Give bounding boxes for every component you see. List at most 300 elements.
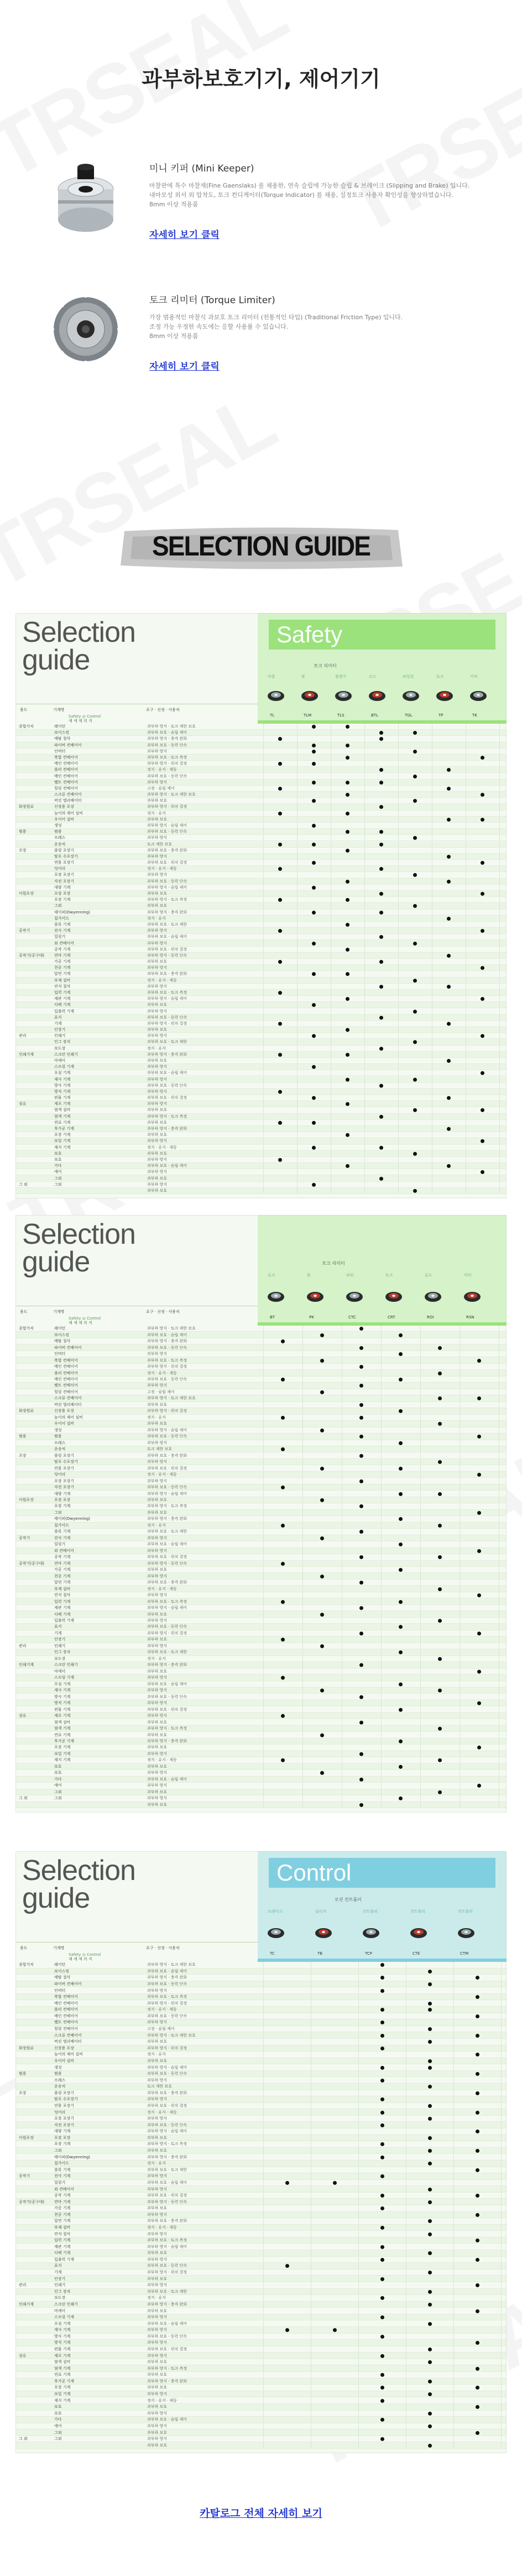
row-machine: 생성 (54, 2065, 62, 2070)
table-row (15, 1611, 507, 1617)
table-row (15, 922, 507, 928)
row-function: 정지 · 유지 · 제동 (147, 2225, 177, 2230)
row-machine: 포장 기계 (54, 1133, 71, 1138)
row-machine: 그외 (54, 1796, 62, 1801)
table-row (15, 940, 507, 946)
selection-dot (320, 1390, 324, 1394)
row-machine: 대량 기계 (54, 885, 71, 890)
selection-dot (346, 849, 349, 853)
row-function: 정지 · 유지 · 제동 (147, 1586, 177, 1591)
selection-dot (380, 1963, 384, 1967)
selection-dot (312, 942, 316, 946)
selection-dot (359, 1403, 363, 1407)
row-machine: 표지 (54, 1624, 62, 1629)
row-function: 과부하 보호 · 슬립 제어 (147, 1071, 187, 1076)
row-function: 과부하 보호 · 동력 단속 (147, 1083, 187, 1088)
row-machine: 그외 (54, 1176, 62, 1181)
row-category: 공작기(공구대) (19, 2199, 45, 2204)
selection-dot (476, 2053, 479, 2056)
table-row (15, 947, 507, 953)
row-machine: 포장 기계 (54, 2142, 71, 2147)
selection-dot (413, 1108, 417, 1112)
selection-dot (476, 2341, 479, 2345)
row-machine: 입출력 기계 (54, 1009, 75, 1014)
row-machine: 버킷 엘리베이터 (54, 1402, 82, 1407)
row-machine: 칩가이드 (54, 916, 70, 921)
row-machine: 탐포 수포장기 (54, 1460, 78, 1464)
selection-dot (380, 2156, 384, 2159)
row-category: 화장원료 (19, 1409, 34, 1414)
selection-dot (481, 1071, 484, 1075)
row-function: 과부하 보호 · 동력 단속 (147, 2013, 187, 2018)
table-row (15, 1510, 507, 1516)
row-function: 과부하 방지 (147, 2257, 168, 2262)
header-legend: Safety ◎ Control (69, 1316, 101, 1321)
row-function: 과부하 방지 (147, 1783, 168, 1788)
selection-dot (359, 1479, 363, 1483)
row-function: 과부하 보호 · 위치 결정 (147, 1555, 187, 1560)
selection-dot (320, 1429, 324, 1432)
selection-dot (346, 880, 349, 884)
row-function: 과부하 방지 · 토크 측정 (147, 2366, 187, 2371)
row-machine: 염색 설비 (54, 1720, 71, 1725)
row-function: 과부하 보호 · 충격 완화 (147, 2219, 187, 2224)
selection-dot (380, 2335, 384, 2339)
row-function: 과부하 보호 · 토크 측정 (147, 990, 187, 995)
table-row (15, 1592, 507, 1598)
selection-dot (447, 818, 451, 822)
selection-dot (281, 1562, 285, 1566)
row-category: 화장원료 (19, 2045, 34, 2050)
row-function: 과부하 보호 (147, 2206, 168, 2211)
selection-dot (428, 2066, 432, 2070)
header-function: 요구 · 선정 · 사용처 (146, 1310, 180, 1314)
table-row (15, 2180, 507, 2187)
row-machine: 우이어 설비 (54, 1421, 75, 1426)
column-label: 볼 (301, 674, 305, 679)
table-row (15, 1598, 507, 1604)
row-function: 정지 · 유지 · 제동 (147, 1370, 177, 1375)
column-label: 토크 (385, 1273, 393, 1277)
row-function: 과부하 방지 · 토크 제한 보호 (147, 1396, 196, 1401)
row-machine: 포장 포장기 (54, 2116, 75, 2121)
selection-dot (380, 2123, 384, 2127)
row-category: 종합가치 (19, 724, 34, 729)
row-machine: 덩어리 (54, 2110, 66, 2115)
selection-dot (281, 1486, 285, 1489)
row-function: 과부하 방지 · 동력 단속 (147, 1561, 187, 1566)
row-machine: 칩가이드 (54, 2161, 70, 2166)
table-row (15, 1151, 507, 1157)
row-machine: 가다 (54, 1777, 62, 1782)
table-row (15, 2205, 507, 2212)
row-machine: 압연 기계 (54, 2219, 71, 2224)
row-machine: 벨트 컨베이어 (54, 1383, 78, 1388)
row-function: 과부하 보호 (147, 1133, 168, 1138)
selection-dot (477, 1473, 481, 1477)
row-machine: 복합 컨베이어 (54, 1358, 78, 1363)
selection-dot (399, 1467, 403, 1471)
row-machine: 인장기 (54, 1637, 66, 1642)
table-row (15, 1630, 507, 1637)
product-thumb-icon (463, 1289, 482, 1302)
row-category: 이원포장 (19, 1498, 34, 1503)
row-function: 과부하 방지 (147, 1548, 168, 1553)
row-machine: 롤러 컨베이어 (54, 767, 78, 772)
selection-dot (447, 787, 451, 791)
column-label: 파일럿 (403, 674, 414, 679)
table-row (15, 2000, 507, 2007)
row-function: 과부하 방지 (147, 749, 168, 754)
selection-dot (278, 991, 282, 995)
row-machine: 포장 기계 (54, 1745, 71, 1750)
selection-dot (399, 1708, 403, 1712)
selection-dot (380, 2034, 384, 2038)
table-row (15, 1114, 507, 1120)
row-machine: 메탈 절삭 (54, 1975, 71, 1980)
row-function: 정지 · 유지 · 제동 (147, 978, 177, 983)
row-machine: 프레스 (54, 835, 66, 840)
selection-dot (447, 1096, 451, 1100)
row-machine: 보도장 (54, 1046, 66, 1051)
row-machine: 연석 절삭 (54, 2231, 71, 2236)
column-code: TK (472, 713, 477, 718)
details-link[interactable]: 자세히 보기 클릭 (149, 361, 220, 372)
row-function: 과부하 보호 · 위치 결정 (147, 860, 187, 865)
selection-dot (346, 923, 349, 927)
selection-dot (438, 1346, 442, 1350)
product-description: 가장 범용적인 마찰식 과보호 토크 리미터 (전통적인 타입) (Traditional Friction Type) 입니다. 조정 가능 우정한 속도에는 응할 사용률 수 있습니다. 8mm 이상 적용품 (149, 314, 403, 340)
selection-dot (380, 2277, 384, 2281)
selection-dot (320, 1613, 324, 1617)
table-row (15, 1370, 507, 1376)
row-machine: 외 컨베이어 (54, 1548, 75, 1553)
row-function: 과부하 보호 · 슬립 제어 (147, 1681, 187, 1686)
selection-dot (428, 2290, 432, 2294)
selection-dot (438, 1422, 442, 1426)
table-row (15, 953, 507, 959)
row-function: 과부하 보호 · 토크 제한 (147, 2167, 187, 2172)
selection-dot (476, 2239, 479, 2242)
product-thumb-icon (314, 1925, 333, 1939)
table-row (15, 786, 507, 792)
table-row (15, 2320, 507, 2327)
selection-dot (481, 1034, 484, 1038)
table-row (15, 835, 507, 841)
row-category: 관리 (19, 1643, 27, 1648)
row-category: 관리 (19, 2283, 27, 2288)
selection-dot (428, 2412, 432, 2416)
selection-dot (278, 867, 282, 871)
table-row (15, 2122, 507, 2128)
row-machine: 후가공 기계 (54, 1126, 75, 1131)
row-function: 과부하 보호 · 슬립 제어 (147, 1332, 187, 1337)
row-function: 과부하 방지 · 충격 완화 (147, 2154, 187, 2159)
table-row (15, 1548, 507, 1554)
selection-dot (379, 960, 383, 964)
table-row (15, 1052, 507, 1058)
row-machine: 그외 (54, 2430, 62, 2435)
selection-dot (379, 830, 383, 834)
row-function: 과부하 방지 · 충격 완화 (147, 1516, 187, 1521)
table-row (15, 1107, 507, 1113)
selection-dot (476, 2431, 479, 2435)
table-row (15, 1969, 507, 1975)
row-machine: 탐포 수포장기 (54, 2097, 78, 2102)
row-function: 과부하 방지 (147, 1182, 168, 1187)
row-function: 과부하 방지 (147, 1688, 168, 1693)
table-row (15, 2064, 507, 2071)
table-row (15, 1586, 507, 1592)
table-row (15, 2032, 507, 2039)
row-function: 정지 · 유지 (147, 2052, 166, 2057)
row-function: 과부하 보호 (147, 2251, 168, 2256)
row-machine: 롤링 포장기 (54, 2090, 75, 2095)
table-row (15, 1694, 507, 1700)
table-row (15, 2212, 507, 2219)
row-machine: 그외 (54, 903, 62, 908)
row-category: 공작기 (19, 1535, 30, 1540)
row-function: 정지 · 유지 · 제동 (147, 866, 177, 871)
row-category: 섬유 (19, 2353, 27, 2358)
row-machine: 테이퍼(Dwyenning) (54, 910, 91, 915)
selection-dot (320, 1575, 324, 1578)
table-row (15, 755, 507, 761)
row-function: 과부하 보호 · 동력 단속 (147, 1624, 187, 1629)
product-thumb-icon (267, 688, 285, 702)
selection-dot (346, 1164, 349, 1168)
selection-dot (428, 2348, 432, 2351)
row-function: 과부하 방지 · 슬립 제어 (147, 2129, 187, 2134)
selection-dot (359, 1721, 363, 1725)
selection-dot (285, 2328, 289, 2332)
selection-dot (447, 954, 451, 958)
selection-dot (312, 744, 316, 747)
row-function: 과부하 보호 · 동력 단속 (147, 1982, 187, 1987)
selection-guide-title: SELECTION GUIDE (152, 531, 370, 562)
row-machine: 메인 컨베이어 (54, 1364, 78, 1369)
guide-badge: Control (269, 1858, 495, 1888)
row-machine: 포장 포장 (54, 2135, 71, 2140)
row-machine: 블록 기계 (54, 2167, 71, 2172)
selection-dot (359, 1606, 363, 1610)
row-function: 토크 제한 보호 (147, 2084, 173, 2089)
row-function: 과부하 보호 · 동력 단속 (147, 773, 187, 778)
table-row (15, 1182, 507, 1188)
table-row (15, 910, 507, 916)
header-legend: Safety ◎ Control (69, 1952, 101, 1957)
row-machine: 테이퍼(Dwyenning) (54, 2154, 91, 2159)
selection-dot (438, 1492, 442, 1496)
row-function: 과부하 방지 · 위치 결정 (147, 1630, 187, 1635)
row-machine: 그외 (54, 2437, 62, 2442)
selection-dot (428, 2002, 432, 2006)
table-row (15, 1490, 507, 1497)
row-machine: 블록 기계 (54, 922, 71, 927)
row-machine: 벨트 컨베이어 (54, 2020, 78, 2025)
selection-guide-safety (15, 613, 507, 1198)
selection-dot (359, 1504, 363, 1508)
table-row (15, 1132, 507, 1138)
row-function: 과부하 보호 (147, 2385, 168, 2390)
table-row (15, 1188, 507, 1194)
selection-dot (320, 1333, 324, 1337)
row-function: 과부하 방지 (147, 2097, 168, 2102)
table-row (15, 1446, 507, 1452)
selection-dot (447, 1164, 451, 1168)
table-row (15, 2429, 507, 2436)
row-machine: 연용 포장기 (54, 2104, 75, 2108)
selection-dot (359, 1663, 363, 1667)
selection-dot (278, 1121, 282, 1125)
row-function: 과부하 보호 (147, 903, 168, 908)
row-machine: 외 컨베이어 (54, 941, 75, 946)
selection-dot (312, 861, 316, 865)
selection-dot (380, 2079, 384, 2082)
row-function: 과부하 보호 · 위치 결정 (147, 2104, 187, 2108)
selection-dot (281, 1638, 285, 1642)
selection-dot (481, 756, 484, 760)
table-row (15, 1033, 507, 1039)
row-machine: 신장용 포장 (54, 804, 75, 809)
selection-dot (399, 1796, 403, 1800)
row-category: 인쇄기계 (19, 1663, 34, 1668)
table-row (15, 2289, 507, 2295)
table-row (15, 1618, 507, 1624)
product-thumb-icon (334, 688, 353, 702)
table-row (15, 2013, 507, 2020)
column-label: 플랜지 (335, 674, 347, 679)
selection-dot (379, 737, 383, 741)
table-row (15, 2334, 507, 2340)
table-row (15, 2128, 507, 2135)
row-function: 과부하 방지 (147, 2423, 168, 2428)
row-function: 과부하 보호 (147, 1669, 168, 1674)
row-machine: 밀링기 (54, 1542, 66, 1547)
header-function: 요구 · 선정 · 사용처 (146, 708, 180, 712)
row-machine: 덩어리 (54, 866, 66, 871)
details-link[interactable]: 자세히 보기 클릭 (149, 230, 220, 241)
row-function: 과부하 보호 (147, 1421, 168, 1426)
row-machine: 기계 (54, 1630, 62, 1635)
row-function: 과부하 방지 · 슬립 제어 (147, 885, 187, 890)
table-row (15, 1713, 507, 1719)
selection-dot (477, 1549, 481, 1553)
table-row (15, 798, 507, 804)
row-function: 과부하 방지 · 위치 결정 (147, 1021, 187, 1026)
table-row (15, 1046, 507, 1052)
row-machine: 가다 (54, 1164, 62, 1168)
row-function: 과부하 보호 · 토크 제한 (147, 1650, 187, 1655)
selection-dot (359, 1365, 363, 1369)
selection-dot (399, 1600, 403, 1604)
row-function: 과부하 방지 · 토크 제한 보호 (147, 2033, 196, 2038)
selection-dot (481, 929, 484, 933)
table-row (15, 1789, 507, 1795)
selection-dot (379, 867, 383, 871)
torque-limiter-photo (44, 288, 127, 371)
guide-heading: Selection guide (22, 616, 135, 676)
table-row (15, 2346, 507, 2353)
table-row (15, 811, 507, 817)
table-row (15, 2352, 507, 2359)
selection-dot (428, 2136, 432, 2140)
row-function: 과부하 보호 (147, 959, 168, 964)
table-row (15, 2250, 507, 2257)
table-row (15, 1757, 507, 1763)
row-machine: 롤러 컨베이어 (54, 1370, 78, 1375)
row-machine: 높이의 제어 설비 (54, 2052, 83, 2057)
row-function: 과부하 보호 (147, 1720, 168, 1725)
selection-dot (312, 750, 316, 754)
selection-dot (380, 2258, 384, 2262)
row-function: 과부하 방지 (147, 780, 168, 785)
table-row (15, 1605, 507, 1611)
row-machine: 보도장 (54, 2295, 66, 2300)
table-row (15, 1643, 507, 1649)
selection-dot (380, 2111, 384, 2115)
row-function: 과부하 보호 (147, 1567, 168, 1572)
row-machine: 제관 기계 (54, 1606, 71, 1611)
selection-dot (447, 917, 451, 921)
row-function: 과부하 방지 (147, 2283, 168, 2288)
table-row (15, 1175, 507, 1181)
row-function: 과부하 방지 (147, 2328, 168, 2333)
table-row (15, 2090, 507, 2097)
table-row (15, 1516, 507, 1522)
row-machine: 공작 기계 (54, 2193, 71, 2198)
selection-dot (346, 898, 349, 902)
table-row (15, 1077, 507, 1083)
table-row (15, 730, 507, 736)
row-machine: 프레스 (54, 2078, 66, 2082)
row-function: 과부하 방지 (147, 1383, 168, 1388)
row-function: 과부하 방지 (147, 854, 168, 859)
row-machine: 포장 포장 (54, 1498, 71, 1503)
table-row (15, 1027, 507, 1033)
selection-dot (428, 1970, 432, 1973)
table-row (15, 792, 507, 798)
selection-dot (312, 781, 316, 785)
catalog-link[interactable]: 카탈로그 전체 자세히 보기 (200, 2507, 322, 2520)
selection-dot (476, 2213, 479, 2217)
row-divider (15, 1193, 507, 1194)
row-machine: 포장 기계 (54, 1504, 71, 1509)
row-machine: 전사 기계 (54, 2174, 71, 2179)
selection-dot (320, 1689, 324, 1692)
table-row (15, 879, 507, 885)
selection-dot (380, 2097, 384, 2101)
selection-dot (359, 1778, 363, 1782)
column-code: TLS (337, 713, 344, 718)
row-function: 과부하 방지 (147, 1701, 168, 1706)
selection-dot (476, 2034, 479, 2038)
table-row (15, 1163, 507, 1169)
selection-dot (477, 1670, 481, 1674)
selection-dot (413, 731, 417, 735)
selection-dot (477, 1632, 481, 1635)
selection-dot (379, 768, 383, 772)
row-function: 과부하 방지 (147, 835, 168, 840)
row-machine: 공작 기계 (54, 1555, 71, 1560)
selection-dot (428, 2027, 432, 2031)
page-title: 과부하보호기기, 제어기기 (142, 67, 380, 91)
row-machine: 후가공 기계 (54, 1739, 75, 1744)
selection-dot (359, 1581, 363, 1585)
row-machine: 복합 컨베이어 (54, 1995, 78, 1999)
row-machine: 에어 (54, 1170, 62, 1175)
selection-dot (399, 1625, 403, 1629)
